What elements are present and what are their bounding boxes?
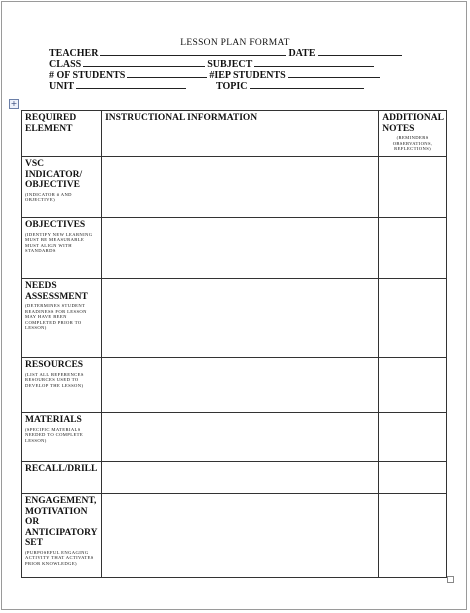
row-label: ENGAGEMENT, MOTIVATION OR ANTICIPATORY SET	[25, 496, 98, 548]
date-label: DATE	[288, 48, 316, 59]
row-label-cell	[22, 413, 102, 462]
required-element-heading: REQUIRED ELEMENT	[25, 113, 77, 134]
table-header-row	[22, 111, 447, 157]
iep-field[interactable]	[288, 69, 380, 78]
row-label: VSC INDICATOR/ OBJECTIVE	[25, 159, 83, 190]
notes-cell[interactable]	[379, 494, 447, 578]
header-cell-required	[22, 111, 102, 157]
subject-label: SUBJECT	[207, 59, 253, 70]
instructional-info-cell[interactable]	[102, 462, 379, 494]
table-row	[22, 157, 447, 218]
instructional-info-heading: INSTRUCTIONAL INFORMATION	[105, 113, 258, 123]
table-row	[22, 358, 447, 413]
row-label-cell	[22, 157, 102, 218]
table-row	[22, 218, 447, 279]
students-field[interactable]	[127, 69, 207, 78]
notes-cell[interactable]	[379, 157, 447, 218]
additional-notes-heading: ADDITIONAL NOTES	[382, 113, 444, 134]
table-row	[22, 413, 447, 462]
class-label: CLASS	[49, 59, 82, 70]
subject-field[interactable]	[254, 58, 374, 67]
row-sublabel: (LIST ALL REFERENCES RESOURCES USED TO DEVELOP THE LESSON)	[25, 371, 84, 388]
additional-notes-sub: (REMINDERS OBSERVATIONS, REFLECTIONS)	[392, 135, 433, 152]
row-label-cell	[22, 218, 102, 279]
teacher-label: TEACHER	[49, 48, 99, 59]
notes-cell[interactable]	[379, 358, 447, 413]
row-label-cell	[22, 462, 102, 494]
iep-label: #IEP STUDENTS	[209, 70, 286, 81]
notes-cell[interactable]	[379, 413, 447, 462]
table-row	[22, 279, 447, 358]
row-label: NEEDS ASSESSMENT	[25, 281, 88, 302]
table-row	[22, 494, 447, 578]
unit-label: UNIT	[49, 81, 75, 92]
instructional-info-cell[interactable]	[102, 279, 379, 358]
document-title: LESSON PLAN FORMAT	[180, 38, 290, 48]
row-sublabel: (SPECIFIC MATERIALS NEEDED TO COMPLETE LESSON)	[25, 426, 84, 443]
row-label: OBJECTIVES	[25, 220, 86, 230]
row-label: RECALL/DRILL	[25, 464, 98, 474]
teacher-field[interactable]	[100, 47, 286, 56]
row-sublabel: (PURPOSEFUL ENGAGING ACTIVITY THAT ACTIVATES PRIOR KNOWLEDGE)	[25, 549, 94, 566]
students-label: # OF STUDENTS	[49, 70, 126, 81]
header-line-unit	[49, 80, 366, 92]
header-cell-notes	[379, 111, 447, 157]
row-sublabel: (DETERMINES STUDENT READINESS FOR LESSON MAY HAVE BEEN COMPLETED PRIOR TO LESSON)	[25, 303, 87, 331]
notes-cell[interactable]	[379, 218, 447, 279]
row-sublabel: (IDENTIFY NEW LEARNING MUST BE MEASURABLE MUST ALIGN WITH STANDARDS	[25, 231, 93, 254]
class-field[interactable]	[83, 58, 205, 67]
row-sublabel: (INDICATOR # AND OBJECTIVE)	[25, 191, 72, 203]
notes-cell[interactable]	[379, 279, 447, 358]
row-label-cell	[22, 358, 102, 413]
topic-field[interactable]	[250, 80, 364, 89]
instructional-info-cell[interactable]	[102, 218, 379, 279]
instructional-info-cell[interactable]	[102, 494, 379, 578]
date-field[interactable]	[318, 47, 402, 56]
table-move-icon[interactable]: +	[10, 99, 18, 108]
header-cell-info	[102, 111, 379, 157]
row-label: MATERIALS	[25, 415, 82, 425]
table-row	[22, 462, 447, 494]
table-resize-handle[interactable]	[447, 576, 454, 583]
notes-cell[interactable]	[379, 462, 447, 494]
instructional-info-cell[interactable]	[102, 157, 379, 218]
instructional-info-cell[interactable]	[102, 413, 379, 462]
unit-field[interactable]	[76, 80, 186, 89]
row-label: RESOURCES	[25, 360, 84, 370]
topic-label: TOPIC	[216, 81, 248, 92]
row-label-cell	[22, 279, 102, 358]
instructional-info-cell[interactable]	[102, 358, 379, 413]
lesson-plan-table	[21, 110, 447, 578]
row-label-cell	[22, 494, 102, 578]
